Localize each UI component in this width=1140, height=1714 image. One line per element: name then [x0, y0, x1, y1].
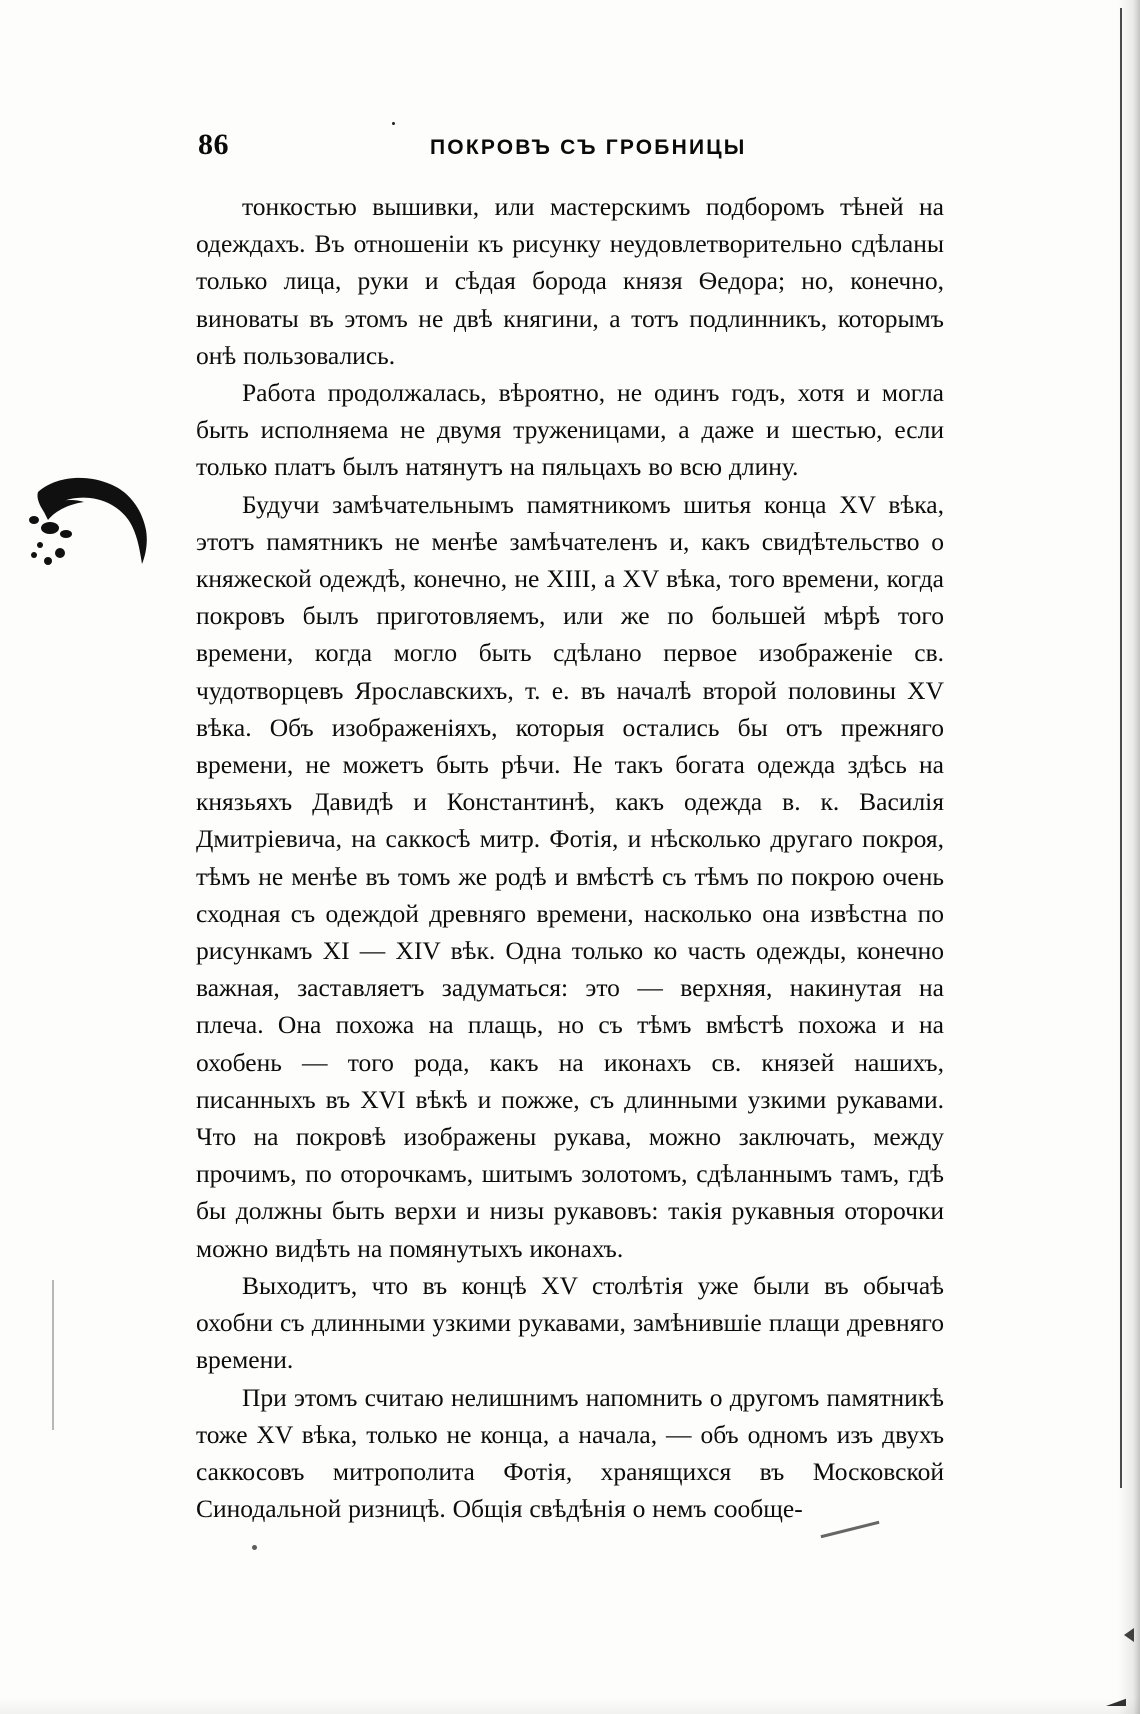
page-margin-tick: [52, 1280, 54, 1430]
paragraph-3: Будучи замѣчательнымъ памятникомъ шитья конца XV вѣка, этотъ памятникъ не менѣе замѣчателенъ и, какъ свидѣтельство о княжеской одеждѣ, конечно, не XIII, а XV вѣка, того времени, когда покровъ былъ приготовляемъ, или же по большей мѣрѣ того времени, когда могло быть сдѣлано первое изображенiе св. чудотворцевъ Ярославскихъ, т. е. въ началѣ второй половины XV вѣка. Объ изображенiяхъ, которыя остались бы отъ прежняго времени, не можетъ быть рѣчи. Не такъ богата одежда здѣсь на князьяхъ Давидѣ и Константинѣ, какъ одежда в. к. Василiя Дмитрiевича, на саккосѣ митр. Фотiя, и нѣсколько другаго покроя, тѣмъ не менѣе въ томъ же родѣ и вмѣстѣ съ тѣмъ по покрою очень сходная съ одеждой древняго времени, насколько она извѣстна по рисункамъ XI — XIV вѣк. Одна только ко часть одежды, конечно важная, заставляетъ задуматься: это — верхняя, накинутая на плеча. Она похожа на плащь, но съ тѣмъ вмѣстѣ похожа и на охобень — того рода, какъ на иконахъ св. князей нашихъ, писанныхъ въ XVI вѣкѣ и пожже, съ длинными узкими рукавами. Что на покровѣ изображены рукава, можно заключать, между прочимъ, по оторочкамъ, шитымъ золотомъ, сдѣланнымъ тамъ, гдѣ бы должны быть верхи и низы рукавовъ: такiя рукавныя оторочки можно видѣть на помянутыхъ иконахъ.: [196, 489, 944, 1263]
paragraph-4: Выходитъ, что въ концѣ XV столѣтiя уже были въ обычаѣ охобни съ длинными узкими рукавами, замѣнившiе плащи древняго времени.: [196, 1270, 944, 1375]
paragraph-1: тонкостью вышивки, или мастерскимъ подборомъ тѣней на одеждахъ. Въ отношенiи къ рисунку неудовлетворительно сдѣланы только лица, руки и сѣдая борода князя Ѳедора; но, конечно, виноваты въ этомъ не двѣ княгини, а тотъ подлинникъ, которымъ онѣ пользовались.: [196, 192, 944, 370]
header-speck: [392, 122, 395, 125]
bottom-ink-speck: [252, 1545, 257, 1550]
page-gutter-line: [1120, 8, 1122, 1488]
paragraph-5: При этомъ считаю нелишнимъ напомнить о другомъ памятникѣ тоже XV вѣка, только не конца, а начала, — объ одномъ изъ двухъ саккосовъ митрополита Фотiя, хранящихся въ Московской Синодальной ризницѣ. Общiя свѣдѣнiя о немъ сообще-: [196, 1382, 944, 1524]
scan-shadow-bottom: [0, 1698, 1140, 1714]
corner-ink-mark: [1106, 1694, 1126, 1706]
ink-speck-cluster: [31, 552, 37, 558]
page-header: [0, 128, 1140, 168]
running-title: ПОКРОВЪ СЪ ГРОБНИЦЫ: [430, 136, 747, 159]
paragraph-2: Работа продолжалась, вѣроятно, не одинъ годъ, хотя и могла быть исполняема не двумя труженицами, а даже и шестью, если только платъ былъ натянутъ на пяльцахъ во всю длину.: [196, 378, 944, 482]
body-text: [196, 188, 944, 1527]
page-number: 86: [198, 128, 229, 161]
ink-blot-icon: [26, 468, 166, 568]
page-edge-nick: [1124, 1628, 1134, 1642]
ink-blot-mark: [26, 468, 166, 568]
